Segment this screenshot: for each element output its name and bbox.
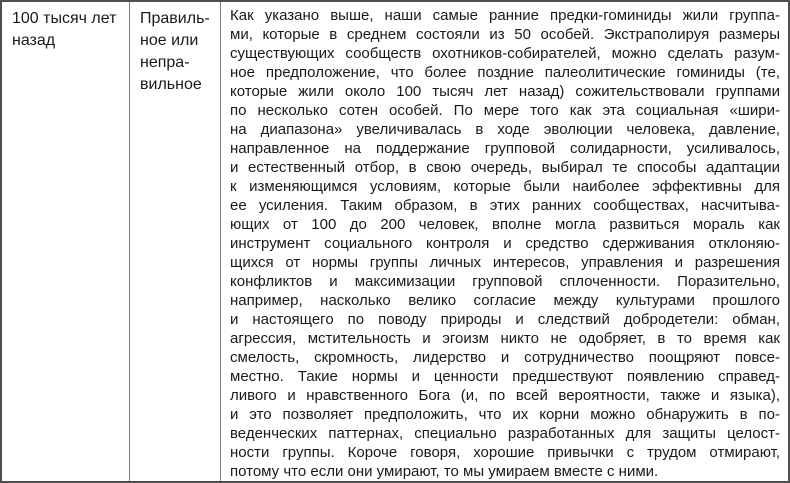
text-line: ное или (140, 32, 199, 49)
text-line: Как указано выше, наши самые ранние предки-гоминиды жили группа- (230, 7, 780, 24)
text-line: Правиль- (140, 10, 210, 27)
text-line: и это позволяет предположить, что их корни можно обнаружить в по- (230, 406, 780, 423)
text-line: агрессия, мстительность и эгоизм никто не одобряет, в то время как (230, 330, 780, 347)
text-line: ее усиления. Таким образом, в этих ранних сообществах, насчитыва- (230, 197, 780, 214)
text-line: к изменяющимся условиям, которые были наиболее эффективны для (230, 178, 780, 195)
text-line: ющих от 100 до 200 человек, вполне могла развиться мораль как (230, 216, 780, 233)
text-line: местно. Такие нормы и ценности предшествуют появлению справед- (230, 368, 780, 385)
cell-era (2, 2, 130, 481)
text-line: которые жили около 100 тысяч лет назад) сожительствовали группами (230, 83, 780, 100)
cell-right-or-wrong (130, 2, 221, 481)
text-line: вильное (140, 76, 202, 93)
text-line: смелость, скромность, лидерство и сотрудничество поощряют повсе- (230, 349, 780, 366)
text-line: непра- (140, 54, 190, 71)
text-line: и естественный отбор, в свою очередь, выбирал те способы адаптации (230, 159, 780, 176)
text-line: существующих сообществ охотников-собирателей, можно сделать разум- (230, 45, 780, 62)
text-line: например, насколько велико согласие между культурами прошлого (230, 292, 780, 309)
text-line: ливого и нравственного Бога (и, по всей вероятности, также и языка), (230, 387, 780, 404)
cell-description (221, 2, 788, 481)
text-line: и настоящего по поводу природы и следствий добродетели: обман, (230, 311, 780, 328)
text-line: потому что если они умирают, то мы умираем вместе с ними. (230, 463, 659, 480)
text-line: 100 тысяч лет (12, 10, 117, 27)
text-line: ное предположение, что более поздние палеолитические гоминиды (те, (230, 64, 780, 81)
text-line: веденческих паттернах, специально разработанных для защиты целост- (230, 425, 780, 442)
text-line: назад (12, 32, 56, 49)
text-line: ности группы. Короче говоря, хорошие привычки с трудом отмирают, (230, 444, 780, 461)
text-line: конфликтов и максимизации групповой сплоченности. Поразительно, (230, 273, 780, 290)
text-line: на диапазона» увеличивалась в ходе эволюции человека, давление, (230, 121, 780, 138)
text-line: направленное на поддержание групповой солидарности, усиливалось, (230, 140, 780, 157)
text-line: инструмент социального контроля и средство сдерживания отклоняю- (230, 235, 780, 252)
text-line: по несколько сотен особей. По мере того как эта социальная «шири- (230, 102, 780, 119)
text-line: щихся от нормы группы личных интересов, управления и разрешения (230, 254, 780, 271)
text-line: ми, которые в среднем состояли из 50 особей. Экстраполируя размеры (230, 26, 780, 43)
